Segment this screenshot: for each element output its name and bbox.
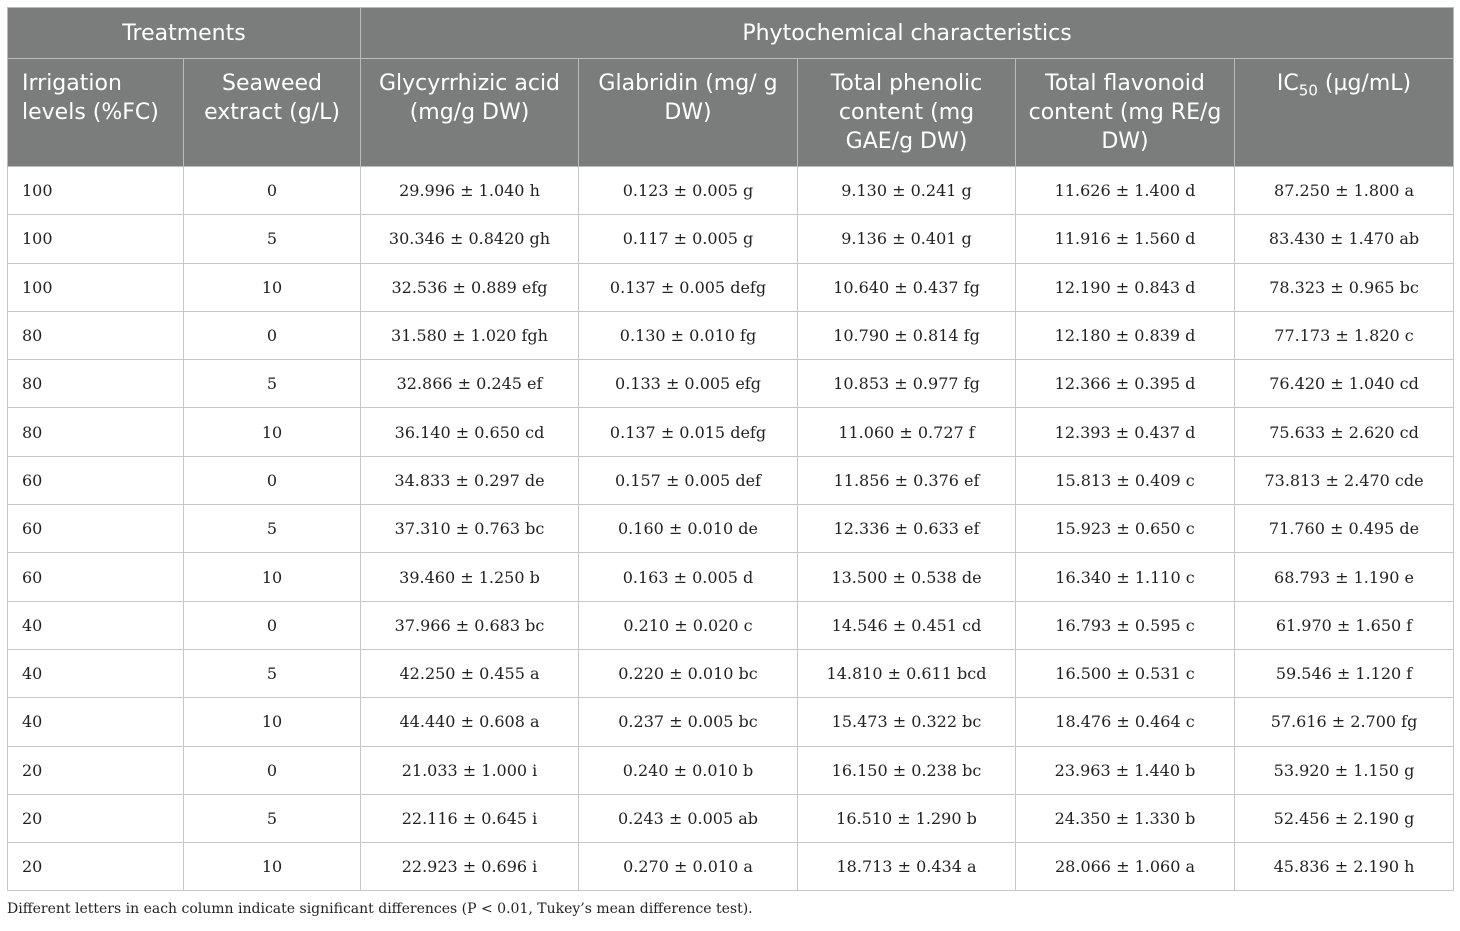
table-cell: 23.963 ± 1.440 b <box>1016 746 1235 794</box>
table-cell: 87.250 ± 1.800 a <box>1235 167 1454 215</box>
table-cell: 36.140 ± 0.650 cd <box>361 408 579 456</box>
table-body <box>8 167 1454 891</box>
table-cell: 0.163 ± 0.005 d <box>579 553 798 601</box>
table-row <box>8 311 1454 359</box>
table-cell: 0.130 ± 0.010 fg <box>579 311 798 359</box>
table-cell: 80 <box>8 311 184 359</box>
table-cell: 11.626 ± 1.400 d <box>1016 167 1235 215</box>
table-row <box>8 843 1454 891</box>
col-header-seaweed: Seaweed extract (g/L) <box>184 59 361 167</box>
table-cell: 29.996 ± 1.040 h <box>361 167 579 215</box>
group-header-treatments: Treatments <box>8 8 361 59</box>
table-cell: 10.640 ± 0.437 fg <box>798 263 1016 311</box>
table-cell: 16.500 ± 0.531 c <box>1016 649 1235 697</box>
table-cell: 10.853 ± 0.977 fg <box>798 360 1016 408</box>
table-cell: 42.250 ± 0.455 a <box>361 649 579 697</box>
table-cell: 68.793 ± 1.190 e <box>1235 553 1454 601</box>
table-cell: 12.190 ± 0.843 d <box>1016 263 1235 311</box>
column-header-row <box>8 59 1454 167</box>
table-row <box>8 408 1454 456</box>
table-cell: 10 <box>184 408 361 456</box>
table-cell: 0.237 ± 0.005 bc <box>579 698 798 746</box>
table-cell: 31.580 ± 1.020 fgh <box>361 311 579 359</box>
table-cell: 12.393 ± 0.437 d <box>1016 408 1235 456</box>
table-cell: 5 <box>184 649 361 697</box>
table-cell: 0.117 ± 0.005 g <box>579 215 798 263</box>
col-header-glabridin: Glabridin (mg/ g DW) <box>579 59 798 167</box>
table-row <box>8 167 1454 215</box>
table-cell: 10 <box>184 698 361 746</box>
table-cell: 5 <box>184 505 361 553</box>
table-row <box>8 601 1454 649</box>
table-cell: 80 <box>8 360 184 408</box>
table-row <box>8 553 1454 601</box>
table-cell: 10 <box>184 263 361 311</box>
table-cell: 52.456 ± 2.190 g <box>1235 794 1454 842</box>
table-cell: 22.116 ± 0.645 i <box>361 794 579 842</box>
table-cell: 0 <box>184 456 361 504</box>
table-cell: 18.713 ± 0.434 a <box>798 843 1016 891</box>
table-cell: 60 <box>8 505 184 553</box>
table-row <box>8 794 1454 842</box>
col-header-flavonoid: Total flavonoid content (mg RE/g DW) <box>1016 59 1235 167</box>
table-cell: 37.966 ± 0.683 bc <box>361 601 579 649</box>
table-cell: 5 <box>184 215 361 263</box>
table-cell: 30.346 ± 0.8420 gh <box>361 215 579 263</box>
table-cell: 20 <box>8 794 184 842</box>
table-cell: 0 <box>184 311 361 359</box>
table-cell: 44.440 ± 0.608 a <box>361 698 579 746</box>
table-cell: 78.323 ± 0.965 bc <box>1235 263 1454 311</box>
table-cell: 12.180 ± 0.839 d <box>1016 311 1235 359</box>
table-cell: 80 <box>8 408 184 456</box>
table-cell: 16.510 ± 1.290 b <box>798 794 1016 842</box>
table-cell: 0.157 ± 0.005 def <box>579 456 798 504</box>
table-row <box>8 698 1454 746</box>
table-cell: 16.340 ± 1.110 c <box>1016 553 1235 601</box>
table-container <box>7 7 1453 917</box>
table-cell: 32.866 ± 0.245 ef <box>361 360 579 408</box>
table-cell: 14.810 ± 0.611 bcd <box>798 649 1016 697</box>
table-cell: 10 <box>184 843 361 891</box>
table-row <box>8 456 1454 504</box>
table-cell: 5 <box>184 794 361 842</box>
table-cell: 0.123 ± 0.005 g <box>579 167 798 215</box>
ic50-subscript: 50 <box>1298 81 1318 100</box>
table-cell: 10 <box>184 553 361 601</box>
table-cell: 39.460 ± 1.250 b <box>361 553 579 601</box>
table-row <box>8 263 1454 311</box>
col-header-phenolic: Total phenolic content (mg GAE/g DW) <box>798 59 1016 167</box>
ic50-suffix: (µg/mL) <box>1317 71 1412 96</box>
table-cell: 16.150 ± 0.238 bc <box>798 746 1016 794</box>
table-cell: 61.970 ± 1.650 f <box>1235 601 1454 649</box>
table-cell: 10.790 ± 0.814 fg <box>798 311 1016 359</box>
table-cell: 100 <box>8 215 184 263</box>
table-row <box>8 505 1454 553</box>
table-cell: 100 <box>8 167 184 215</box>
table-cell: 0.160 ± 0.010 de <box>579 505 798 553</box>
table-cell: 15.813 ± 0.409 c <box>1016 456 1235 504</box>
table-cell: 40 <box>8 649 184 697</box>
table-cell: 12.366 ± 0.395 d <box>1016 360 1235 408</box>
table-cell: 13.500 ± 0.538 de <box>798 553 1016 601</box>
table-cell: 76.420 ± 1.040 cd <box>1235 360 1454 408</box>
table-row <box>8 746 1454 794</box>
table-cell: 11.856 ± 0.376 ef <box>798 456 1016 504</box>
table-cell: 24.350 ± 1.330 b <box>1016 794 1235 842</box>
table-cell: 0.270 ± 0.010 a <box>579 843 798 891</box>
table-cell: 73.813 ± 2.470 cde <box>1235 456 1454 504</box>
phytochemical-table <box>7 7 1454 891</box>
table-cell: 40 <box>8 698 184 746</box>
col-header-ic50 <box>1235 59 1454 167</box>
table-cell: 100 <box>8 263 184 311</box>
table-cell: 0.220 ± 0.010 bc <box>579 649 798 697</box>
table-cell: 0 <box>184 746 361 794</box>
table-cell: 53.920 ± 1.150 g <box>1235 746 1454 794</box>
table-cell: 9.136 ± 0.401 g <box>798 215 1016 263</box>
table-cell: 20 <box>8 843 184 891</box>
table-cell: 20 <box>8 746 184 794</box>
table-cell: 16.793 ± 0.595 c <box>1016 601 1235 649</box>
table-cell: 11.916 ± 1.560 d <box>1016 215 1235 263</box>
table-cell: 0 <box>184 601 361 649</box>
table-row <box>8 360 1454 408</box>
table-cell: 22.923 ± 0.696 i <box>361 843 579 891</box>
table-cell: 5 <box>184 360 361 408</box>
table-cell: 0.210 ± 0.020 c <box>579 601 798 649</box>
col-header-glycyrrhizic: Glycyrrhizic acid (mg/g DW) <box>361 59 579 167</box>
table-row <box>8 649 1454 697</box>
table-cell: 60 <box>8 456 184 504</box>
table-cell: 11.060 ± 0.727 f <box>798 408 1016 456</box>
table-cell: 0.137 ± 0.015 defg <box>579 408 798 456</box>
table-cell: 15.473 ± 0.322 bc <box>798 698 1016 746</box>
table-cell: 21.033 ± 1.000 i <box>361 746 579 794</box>
table-footnote: Different letters in each column indicate significant differences (P < 0.01, Tukey’s mean difference test). <box>7 901 753 918</box>
table-row <box>8 215 1454 263</box>
table-cell: 0.240 ± 0.010 b <box>579 746 798 794</box>
table-cell: 32.536 ± 0.889 efg <box>361 263 579 311</box>
table-cell: 45.836 ± 2.190 h <box>1235 843 1454 891</box>
table-cell: 0.133 ± 0.005 efg <box>579 360 798 408</box>
group-header-phytochemical: Phytochemical characteristics <box>361 8 1454 59</box>
table-cell: 0.137 ± 0.005 defg <box>579 263 798 311</box>
table-cell: 18.476 ± 0.464 c <box>1016 698 1235 746</box>
group-header-row <box>8 8 1454 59</box>
table-cell: 40 <box>8 601 184 649</box>
table-cell: 71.760 ± 0.495 de <box>1235 505 1454 553</box>
ic50-prefix: IC <box>1276 71 1299 96</box>
col-header-irrigation: Irrigation levels (%FC) <box>8 59 184 167</box>
table-cell: 77.173 ± 1.820 c <box>1235 311 1454 359</box>
table-cell: 28.066 ± 1.060 a <box>1016 843 1235 891</box>
table-cell: 0 <box>184 167 361 215</box>
table-cell: 15.923 ± 0.650 c <box>1016 505 1235 553</box>
table-cell: 60 <box>8 553 184 601</box>
table-cell: 37.310 ± 0.763 bc <box>361 505 579 553</box>
table-cell: 57.616 ± 2.700 fg <box>1235 698 1454 746</box>
table-cell: 0.243 ± 0.005 ab <box>579 794 798 842</box>
table-cell: 9.130 ± 0.241 g <box>798 167 1016 215</box>
table-cell: 83.430 ± 1.470 ab <box>1235 215 1454 263</box>
table-cell: 34.833 ± 0.297 de <box>361 456 579 504</box>
table-cell: 14.546 ± 0.451 cd <box>798 601 1016 649</box>
table-cell: 75.633 ± 2.620 cd <box>1235 408 1454 456</box>
table-cell: 59.546 ± 1.120 f <box>1235 649 1454 697</box>
table-cell: 12.336 ± 0.633 ef <box>798 505 1016 553</box>
